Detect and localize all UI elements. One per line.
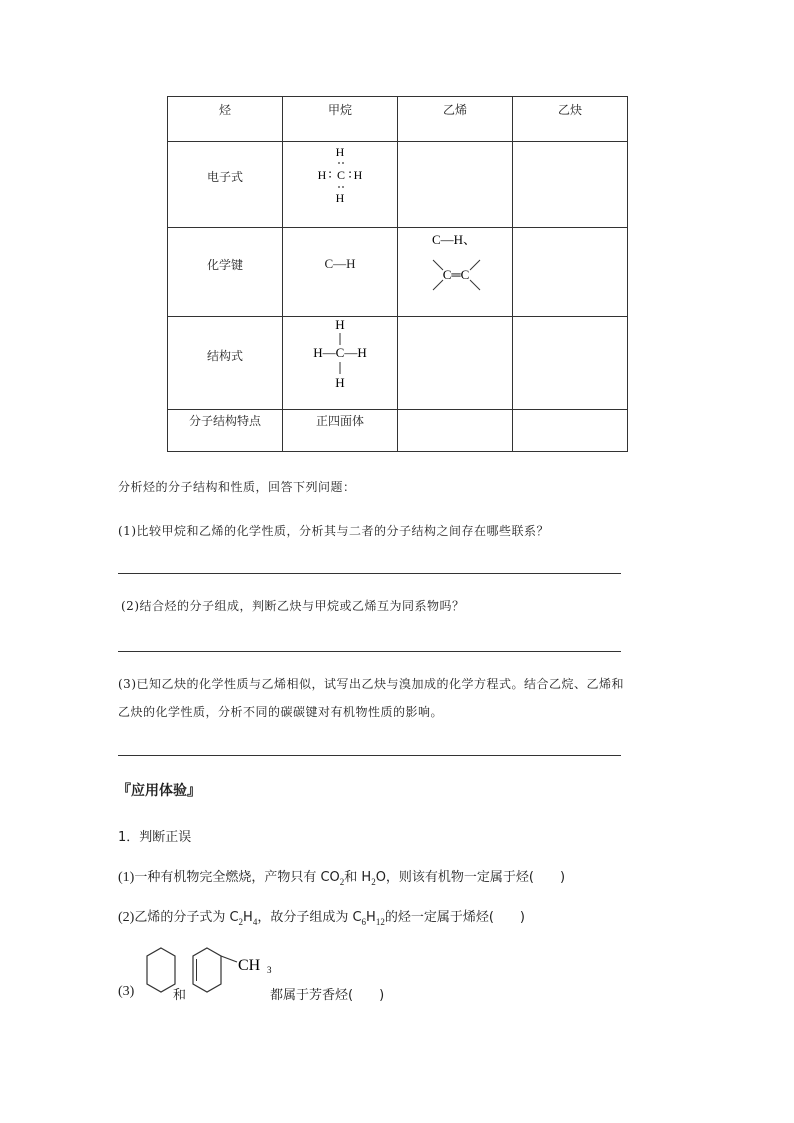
ef-top-h: H: [335, 145, 345, 159]
ethylene-bonds: [398, 228, 513, 317]
methane-feature: 正四面体: [283, 410, 398, 452]
ef-left-h: H: [317, 168, 327, 182]
methyl-bond: [221, 956, 237, 962]
sf-bottom-h: H: [335, 375, 345, 390]
answer-line-1[interactable]: [118, 573, 621, 574]
exercise-q3-and: 和: [173, 988, 187, 1003]
intro-text: 分析烃的分子结构和性质，回答下列问题：: [118, 480, 356, 494]
exercise-q3-num: (3): [118, 984, 135, 999]
ethylene-ch-bond: C—H、: [432, 232, 477, 247]
table-row: [168, 410, 628, 452]
table-header-row: [168, 97, 628, 142]
ethylene-bond-diagram: [398, 228, 513, 313]
ethylene-cc-bond: C═C: [442, 267, 470, 282]
row-label-electron-formula: 电子式: [206, 170, 243, 184]
question-3-line-2: 乙炔的化学性质，分析不同的碳碳键对有机物性质的影响。: [118, 705, 444, 719]
structural-formula-diagram: [283, 317, 398, 406]
question-3-line-1: (3)已知乙炔的化学性质与乙烯相似，试写出乙炔与溴加成的化学方程式。结合乙烷、乙烯和: [118, 677, 625, 691]
table-header-cell: 乙烯: [398, 97, 513, 142]
exercise-q3-end: 都属于芳香烃( ): [270, 988, 385, 1003]
ef-dots-left: ∶: [328, 168, 332, 182]
methane-bond: C—H: [324, 256, 356, 271]
table-header-cell: 烃: [168, 97, 283, 142]
section-title: 『应用体验』: [117, 783, 201, 799]
table-header-cell: 乙炔: [513, 97, 628, 142]
ef-dots-right: ∶: [348, 168, 352, 182]
exercise-q1: (1)一种有机物完全燃烧，产物只有 $CO_2$和 $H_2O$，则该有机物一定属于烃( ): [118, 870, 566, 887]
row-label-structural-formula: 结构式: [206, 348, 243, 363]
hydrocarbon-table: [167, 96, 628, 452]
row-label-chemical-bond: 化学键: [206, 257, 243, 272]
table-row: [168, 317, 628, 410]
methylcyclohexene-ring: [193, 948, 221, 992]
table-row: [168, 142, 628, 228]
sf-top-h: H: [335, 317, 345, 332]
question-2: (2)结合烃的分子组成，判断乙炔与甲烷或乙烯互为同系物吗？: [121, 599, 465, 613]
ef-bottom-h: H: [335, 191, 345, 205]
exercise-q2: (2)乙烯的分子式为 $C_2H_4$，故分子组成为 $C_6H_{12}$的烃一定属于烯烃( ): [118, 910, 525, 927]
row-label-molecular-feature: 分子结构特点: [168, 410, 283, 452]
sf-row: H—C—H: [313, 345, 367, 360]
exercise-q3-structures: [138, 942, 288, 1000]
question-1: (1)比较甲烷和乙烯的化学性质，分析其与二者的分子结构之间存在哪些联系？: [118, 524, 550, 538]
methyl-label: CH: [238, 957, 261, 974]
methyl-subscript: 3: [267, 965, 272, 975]
methane-electron-formula: [283, 142, 398, 228]
exercise-title: 1．判断正误: [118, 830, 192, 845]
table-row: [168, 228, 628, 317]
ef-right-h: H: [353, 168, 363, 182]
methane-structural-formula: [283, 317, 398, 410]
answer-line-2[interactable]: [118, 651, 621, 652]
answer-line-3[interactable]: [118, 755, 621, 756]
table-header-cell: 甲烷: [283, 97, 398, 142]
cyclohexane-ring: [147, 948, 175, 992]
ef-center-c: C: [336, 168, 346, 182]
electron-formula-diagram: [283, 142, 398, 224]
